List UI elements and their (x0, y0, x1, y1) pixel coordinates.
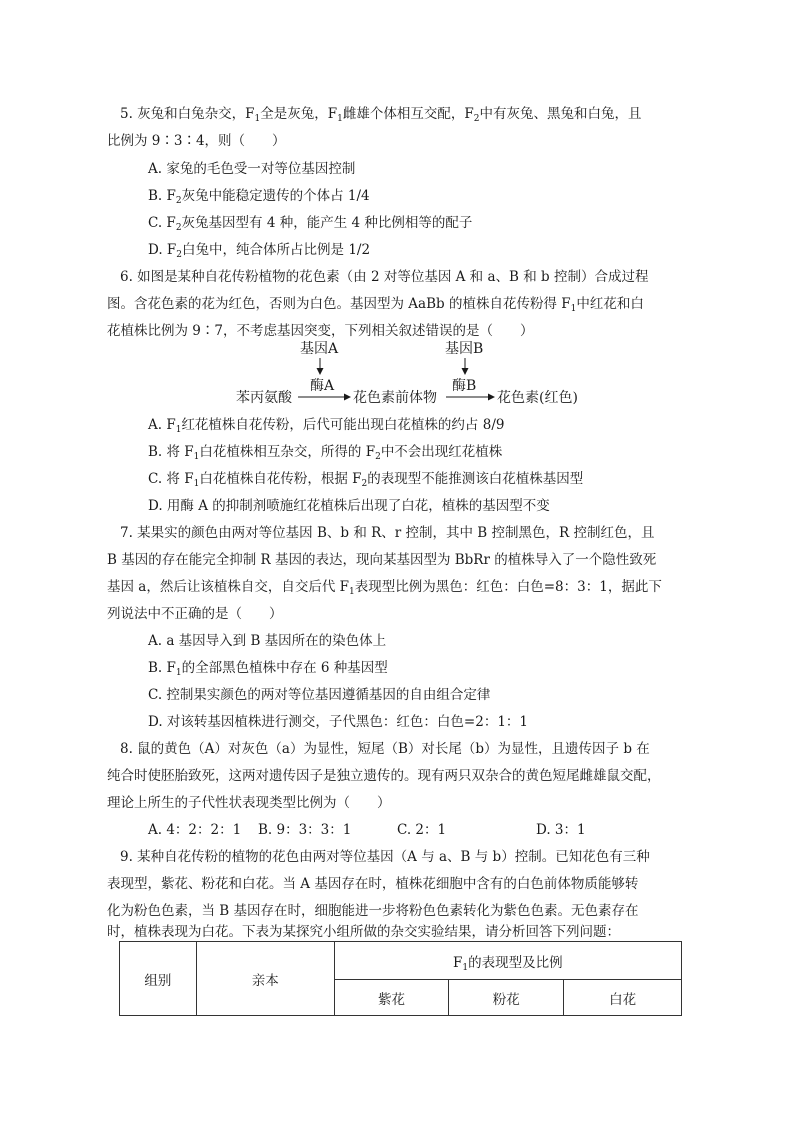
q6-option-b[interactable]: B. 将 $F_1$白花植株相互杂交，所得的 $F_2$中不会出现红花植株 (148, 444, 503, 462)
header-group: 组别 (120, 942, 197, 1016)
q5-option-a[interactable]: A. 家兔的毛色受一对等位基因控制 (148, 161, 356, 177)
q5-option-b[interactable]: B. $F_2$灰兔中能稳定遗传的个体占 1/4 (148, 188, 370, 206)
q6-stem-line2: 图。含花色素的花为红色，否则为白色。基因型为 AaBb 的植株自花传粉得 $F_1$中红花和白 (107, 296, 644, 314)
q7-option-c[interactable]: C. 控制果实颜色的两对等位基因遵循基因的自由组合定律 (148, 687, 491, 703)
q8-stem-line2: 纯合时使胚胎致死，这两对遗传因子是独立遗传的。现有两只双杂合的黄色短尾雌雄鼠交配， (107, 768, 661, 784)
q7-option-d[interactable]: D. 对该转基因植株进行测交，子代黑色：红色：白色=2：1：1 (148, 714, 529, 730)
pigment-pathway-diagram (0, 0, 794, 420)
header-parent: 亲本 (196, 942, 334, 1016)
q7-stem-line3: 基因 a，然后让该植株自交，自交后代 $F_1$表现型比例为黑色：红色：白色=8：3：1，据此下 (107, 579, 662, 597)
q9-stem-line2: 表现型，紫花、粉花和白花。当 A 基因存在时，植株花细胞中含有的白色前体物质能够转 (107, 876, 639, 892)
q5-stem-line1: 5. 灰兔和白兔杂交，$F_1$全是灰兔，$F_1$雌雄个体相互交配，$F_2$中有灰兔、黑兔和白兔，且 (120, 106, 642, 124)
q6-option-d[interactable]: D. 用酶 A 的抑制剂喷施红花植株后出现了白花，植株的基因型不变 (148, 498, 550, 514)
q5-option-c[interactable]: C. $F_2$灰兔基因型有 4 种，能产生 4 种比例相等的配子 (148, 215, 473, 233)
product-label: 花色素(红色) (497, 390, 578, 406)
q8-option-c[interactable]: C. 2：1 (397, 822, 447, 838)
gene-a-label: 基因A (300, 341, 339, 357)
q9-stem-line4: 时，植株表现为白花。下表为某探究小组所做的杂交实验结果，请分析回答下列问题： (107, 924, 620, 940)
q9-stem-line3: 化为粉色色素，当 B 基因存在时，细胞能进一步将粉色色素转化为紫色色素。无色素存在 (107, 903, 639, 919)
substrate-label: 苯丙氨酸 (236, 390, 292, 406)
q8-option-a[interactable]: A. 4：2：2：1 (148, 822, 242, 838)
q6-option-a[interactable]: A. $F_1$红花植株自花传粉，后代可能出现白花植株的约占 8/9 (148, 417, 505, 435)
header-purple: 紫花 (334, 980, 449, 1016)
enzyme-b-label: 酶B (452, 378, 477, 394)
enzyme-a-label: 酶A (310, 378, 335, 394)
gene-b-label: 基因B (445, 341, 484, 357)
q8-option-d[interactable]: D. 3：1 (536, 822, 586, 838)
q6-stem-line3: 花植株比例为 9∶7，不考虑基因突变，下列相关叙述错误的是（ ） (107, 323, 534, 339)
q8-stem-line3: 理论上所生的子代性状表现类型比例为（ ） (107, 795, 391, 811)
q8-option-b[interactable]: B. 9：3：3：1 (258, 822, 352, 838)
q6-stem-line1: 6. 如图是某种自花传粉植物的花色素（由 2 对等位基因 A 和 a、B 和 b 控制）合成过程 (120, 269, 649, 285)
q7-option-a[interactable]: A. a 基因导入到 B 基因所在的染色体上 (148, 633, 387, 649)
q5-stem-line2: 比例为 9∶3∶4，则（ ） (107, 133, 286, 149)
q9-stem-line1: 9. 某种自花传粉的植物的花色由两对等位基因（A 与 a、B 与 b）控制。已知花色有三种 (120, 849, 650, 865)
header-white: 白花 (564, 980, 682, 1016)
q6-option-c[interactable]: C. 将 $F_1$白花植株自花传粉，根据 $F_2$的表现型不能推测该白花植株基因型 (148, 471, 584, 489)
q8-stem-line1: 8. 鼠的黄色（A）对灰色（a）为显性，短尾（B）对长尾（b）为显性，且遗传因子 b 在 (120, 741, 650, 757)
header-f1-phenotype: $F_1$的表现型及比例 (334, 942, 681, 980)
q7-stem-line4: 列说法中不正确的是（ ） (107, 606, 283, 622)
q7-option-b[interactable]: B. $F_1$的全部黑色植株中存在 6 种基因型 (148, 660, 388, 678)
q7-stem-line2: B 基因的存在能完全抑制 R 基因的表达，现向某基因型为 BbRr 的植株导入了一个隐性致死 (107, 552, 657, 568)
header-pink: 粉花 (449, 980, 564, 1016)
intermediate-label: 花色素前体物 (353, 390, 437, 406)
cross-results-table (119, 941, 682, 1016)
q7-stem-line1: 7. 某果实的颜色由两对等位基因 B、b 和 R、r 控制，其中 B 控制黑色，R 控制红色，且 (120, 525, 655, 541)
q5-option-d[interactable]: D. $F_2$白兔中，纯合体所占比例是 1/2 (148, 242, 371, 260)
